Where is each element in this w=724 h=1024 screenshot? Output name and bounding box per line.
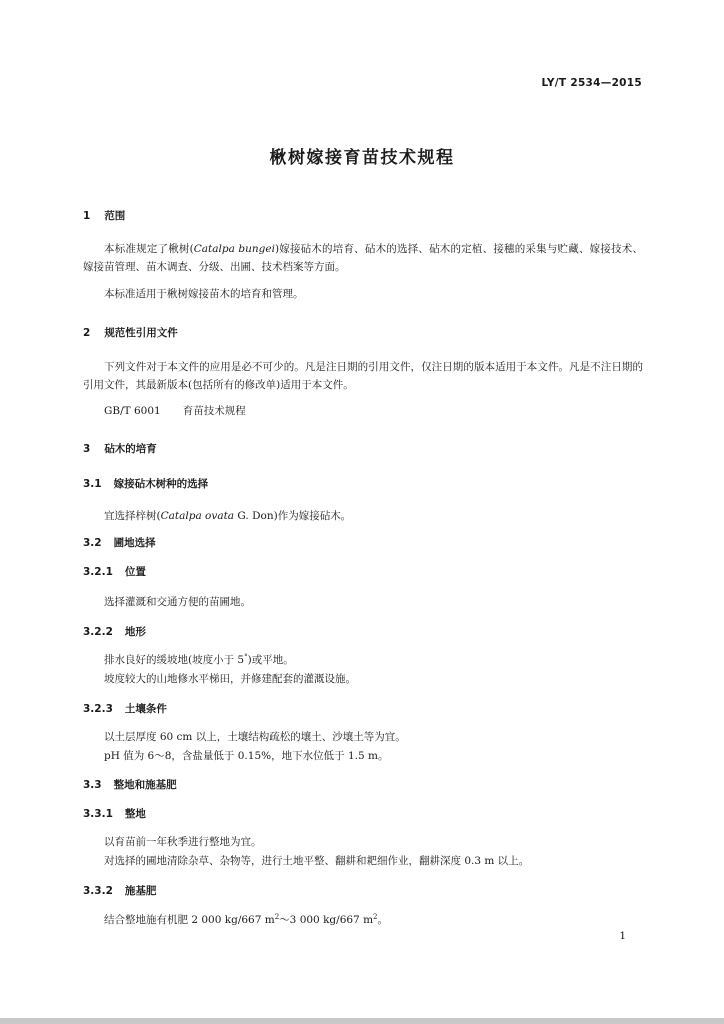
section-3-1-heading xyxy=(83,476,208,491)
text-run: )或平地。 xyxy=(247,654,294,666)
latin-name: Catalpa ovata xyxy=(160,510,235,522)
section-title: 位置 xyxy=(124,566,146,578)
section-3-3-1-paragraph-1: 以育苗前一年秋季进行整地为宜。 xyxy=(104,836,262,848)
section-number: 3 xyxy=(83,443,91,455)
section-title: 整地和施基肥 xyxy=(113,779,177,791)
text-run: ～3 000 kg/667 m xyxy=(279,914,374,926)
standard-code: LY/T 2534—2015 xyxy=(541,77,642,89)
text-run: )嫁接砧木的培育、砧木的选择、砧木的定植、接穗的采集与贮藏、嫁接技术、嫁接苗管理、苗木调查、分级、出圃、技术档案等方面。 xyxy=(83,243,643,273)
section-3-1-paragraph xyxy=(104,508,351,523)
section-title: 嫁接砧木树种的选择 xyxy=(113,478,209,490)
section-3-3-2-heading xyxy=(83,883,156,898)
section-3-2-1-paragraph: 选择灌溉和交通方便的苗圃地。 xyxy=(104,596,251,608)
section-title: 整地 xyxy=(124,808,146,820)
degree-mark: ° xyxy=(244,653,248,661)
section-number: 3.1 xyxy=(83,478,102,490)
section-2-paragraph-1: 下列文件对于本文件的应用是必不可少的。凡是注日期的引用文件，仅注日期的版本适用于本文件。凡是不注日期的引用文件，其最新版本(包括所有的修改单)适用于本文件。 xyxy=(83,361,643,391)
section-3-3-1-heading xyxy=(83,806,146,821)
document-title: 楸树嫁接育苗技术规程 xyxy=(269,148,455,168)
section-number: 3.2 xyxy=(83,537,102,549)
section-number: 3.3.1 xyxy=(83,808,113,820)
section-3-2-3-paragraph-2: pH 值为 6～8，含盐量低于 0.15%，地下水位低于 1.5 m。 xyxy=(104,750,389,762)
section-number: 2 xyxy=(83,327,91,339)
section-1-heading xyxy=(83,208,125,223)
section-1-paragraph-1 xyxy=(83,240,643,276)
section-title: 施基肥 xyxy=(124,885,157,897)
bottom-edge-bar xyxy=(0,1018,724,1024)
section-number: 3.2.1 xyxy=(83,566,113,578)
section-number: 3.2.3 xyxy=(83,703,113,715)
page-number: 1 xyxy=(619,930,626,942)
section-3-2-3-heading xyxy=(83,701,167,716)
text-run: 结合整地施有机肥 2 000 kg/667 m xyxy=(104,914,275,926)
section-3-3-2-paragraph xyxy=(104,912,388,927)
text-run: 本标准规定了楸树( xyxy=(104,243,194,255)
normative-reference xyxy=(104,403,246,418)
section-number: 3.2.2 xyxy=(83,626,113,638)
reference-code: GB/T 6001 xyxy=(104,405,161,417)
text-run: G. Don)作为嫁接砧木。 xyxy=(234,510,352,522)
section-title: 圃地选择 xyxy=(113,537,156,549)
section-number: 1 xyxy=(83,210,91,222)
superscript: 2 xyxy=(274,913,280,921)
section-3-3-1-paragraph-2: 对选择的圃地清除杂草、杂物等，进行土地平整、翻耕和耙细作业，翻耕深度 0.3 m 以上。 xyxy=(104,855,530,867)
text-run: 排水良好的缓坡地(坡度小于 5 xyxy=(104,654,245,666)
latin-name: Catalpa bungei xyxy=(193,243,275,255)
section-title: 规范性引用文件 xyxy=(104,327,178,339)
section-3-2-heading xyxy=(83,535,156,550)
section-title: 土壤条件 xyxy=(124,703,167,715)
section-title: 范围 xyxy=(104,210,126,222)
section-3-2-2-paragraph-1 xyxy=(104,652,294,667)
section-3-2-2-heading xyxy=(83,624,146,639)
section-3-3-heading xyxy=(83,777,177,792)
section-3-2-1-heading xyxy=(83,564,146,579)
section-title: 地形 xyxy=(124,626,146,638)
section-1-paragraph-2: 本标准适用于楸树嫁接苗木的培育和管理。 xyxy=(104,288,304,300)
section-3-2-3-paragraph-1: 以土层厚度 60 cm 以上，土壤结构疏松的壤土、沙壤土等为宜。 xyxy=(104,731,406,743)
section-number: 3.3.2 xyxy=(83,885,113,897)
superscript: 2 xyxy=(373,913,378,921)
section-number: 3.3 xyxy=(83,779,102,791)
section-2-heading xyxy=(83,325,178,340)
text-run: 。 xyxy=(377,914,388,926)
section-3-2-2-paragraph-2: 坡度较大的山地修水平梯田，并修建配套的灌溉设施。 xyxy=(104,673,356,685)
section-title: 砧木的培育 xyxy=(104,443,157,455)
section-3-heading xyxy=(83,441,157,456)
text-run: 宜选择梓树( xyxy=(104,510,161,522)
reference-title: 育苗技术规程 xyxy=(182,405,246,417)
